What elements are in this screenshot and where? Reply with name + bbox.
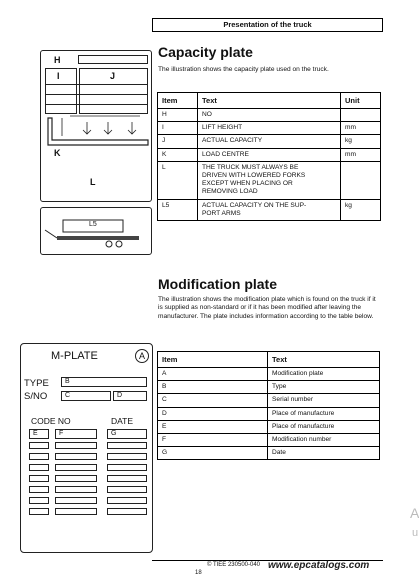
cell-text: Modification number	[268, 434, 380, 447]
table-row	[158, 122, 381, 135]
label-i: I	[57, 71, 60, 81]
grid-line	[45, 104, 148, 105]
cell-item: E	[158, 420, 268, 433]
modification-plate-intro: The illustration shows the modification plate which is found on the truck if it is supplied as non-standard or if it has been modified after leaving the manufacturer. The plate includes information according to the table below.	[158, 296, 376, 320]
modification-plate-table	[157, 351, 380, 460]
cell-unit: kg	[341, 199, 381, 220]
table-row	[158, 161, 381, 199]
column-header: Text	[198, 93, 341, 109]
cell-unit	[341, 109, 381, 122]
table-row	[158, 381, 380, 394]
mplate-blank-cell	[29, 497, 49, 504]
cell-unit: mm	[341, 122, 381, 135]
number-field-bar	[78, 55, 148, 64]
table-row	[158, 135, 381, 148]
field-b: B	[61, 377, 147, 387]
cell-item: C	[158, 394, 268, 407]
field-c: C	[61, 391, 111, 401]
mplate-blank-cell	[107, 453, 147, 460]
type-label: TYPE	[24, 378, 49, 389]
cell-unit	[341, 161, 381, 199]
cell-item: G	[158, 447, 268, 460]
badge-a-icon: A	[135, 349, 149, 363]
column-header: Text	[268, 352, 380, 368]
label-j: J	[110, 71, 116, 81]
cell-item: L5	[158, 199, 198, 220]
table-row	[158, 394, 380, 407]
mplate-blank-cell	[107, 475, 147, 482]
capacity-plate-title: Capacity plate	[158, 44, 253, 60]
cell-text: THE TRUCK MUST ALWAYS BE DRIVEN WITH LOWERED FORKS EXCEPT WHEN PLACING OR REMOVING LOAD	[198, 161, 341, 199]
cell-unit: mm	[341, 148, 381, 161]
cell-text: LOAD CENTRE	[198, 148, 341, 161]
mplate-blank-cell	[29, 442, 49, 449]
grid-line	[45, 84, 148, 85]
column-header: Unit	[341, 93, 381, 109]
section-header: Presentation of the truck	[152, 18, 383, 32]
edge-letter-a: A	[410, 505, 419, 521]
sno-label: S/NO	[24, 391, 48, 402]
table-row	[158, 434, 380, 447]
table-header-row	[158, 352, 380, 368]
cell-text: LIFT HEIGHT	[198, 122, 341, 135]
mplate-blank-cell	[107, 442, 147, 449]
field-f: F	[55, 429, 97, 439]
table-row	[158, 368, 380, 381]
table-row	[158, 407, 380, 420]
cell-text: Place of manufacture	[268, 420, 380, 433]
cell-text: ACTUAL CAPACITY ON THE SUP-PORT ARMS	[198, 199, 341, 220]
table-row	[158, 199, 381, 220]
cell-text: Type	[268, 381, 380, 394]
column-header: Item	[158, 352, 268, 368]
modification-plate-title: Modification plate	[158, 276, 277, 292]
page-number: 18	[195, 570, 202, 576]
capacity-plate-illustration	[40, 50, 152, 256]
mplate-blank-cell	[107, 508, 147, 515]
mplate-blank-cell	[29, 453, 49, 460]
cell-text: Place of manufacture	[268, 407, 380, 420]
label-l5: L5	[89, 221, 97, 228]
table-row	[158, 109, 381, 122]
mplate-blank-cell	[55, 486, 97, 493]
cell-text: Modification plate	[268, 368, 380, 381]
support-arm-diagram	[41, 208, 153, 256]
mplate-blank-cell	[55, 464, 97, 471]
label-h: H	[54, 55, 61, 65]
field-g: G	[107, 429, 147, 439]
cell-item: L	[158, 161, 198, 199]
mplate-blank-cell	[29, 486, 49, 493]
field-e: E	[29, 429, 49, 439]
cell-text: ACTUAL CAPACITY	[198, 135, 341, 148]
cell-item: I	[158, 122, 198, 135]
capacity-plate-table	[157, 92, 381, 221]
mplate-blank-cell	[55, 475, 97, 482]
cell-item: B	[158, 381, 268, 394]
mplate-title: M-PLATE	[51, 350, 98, 362]
mplate-blank-cell	[55, 508, 97, 515]
cell-item: J	[158, 135, 198, 148]
mplate-blank-cell	[55, 442, 97, 449]
mplate-blank-cell	[55, 453, 97, 460]
field-d: D	[113, 391, 147, 401]
label-k: K	[54, 148, 61, 158]
table-row	[158, 447, 380, 460]
table-row	[158, 420, 380, 433]
support-arm-plate	[40, 207, 152, 255]
table-header-row	[158, 93, 381, 109]
mplate-blank-cell	[29, 475, 49, 482]
code-no-label: CODE NO	[31, 416, 71, 426]
table-row	[158, 148, 381, 161]
cell-text: NO	[198, 109, 341, 122]
mplate-blank-cell	[107, 486, 147, 493]
fork-diagram	[40, 112, 152, 152]
modification-plate-illustration	[20, 343, 153, 553]
mplate-blank-cell	[55, 497, 97, 504]
label-l: L	[90, 177, 96, 187]
mplate-blank-cell	[29, 464, 49, 471]
capacity-plate-intro: The illustration shows the capacity plate used on the truck.	[158, 66, 329, 73]
cell-text: Serial number	[268, 394, 380, 407]
column-header: Item	[158, 93, 198, 109]
cell-text: Date	[268, 447, 380, 460]
cell-item: A	[158, 368, 268, 381]
edge-letter-u: u	[412, 527, 419, 539]
date-label: DATE	[111, 416, 134, 426]
mplate-blank-cell	[107, 464, 147, 471]
watermark-link[interactable]: www.epcatalogs.com	[268, 560, 370, 571]
mplate-blank-cell	[29, 508, 49, 515]
mplate-blank-cell	[107, 497, 147, 504]
grid-line	[45, 94, 148, 95]
cell-unit: kg	[341, 135, 381, 148]
document-code: © TIEE 230500-040	[206, 562, 260, 568]
lift-height-box	[45, 68, 77, 114]
cell-item: D	[158, 407, 268, 420]
cell-item: H	[158, 109, 198, 122]
cell-item: F	[158, 434, 268, 447]
cell-item: K	[158, 148, 198, 161]
